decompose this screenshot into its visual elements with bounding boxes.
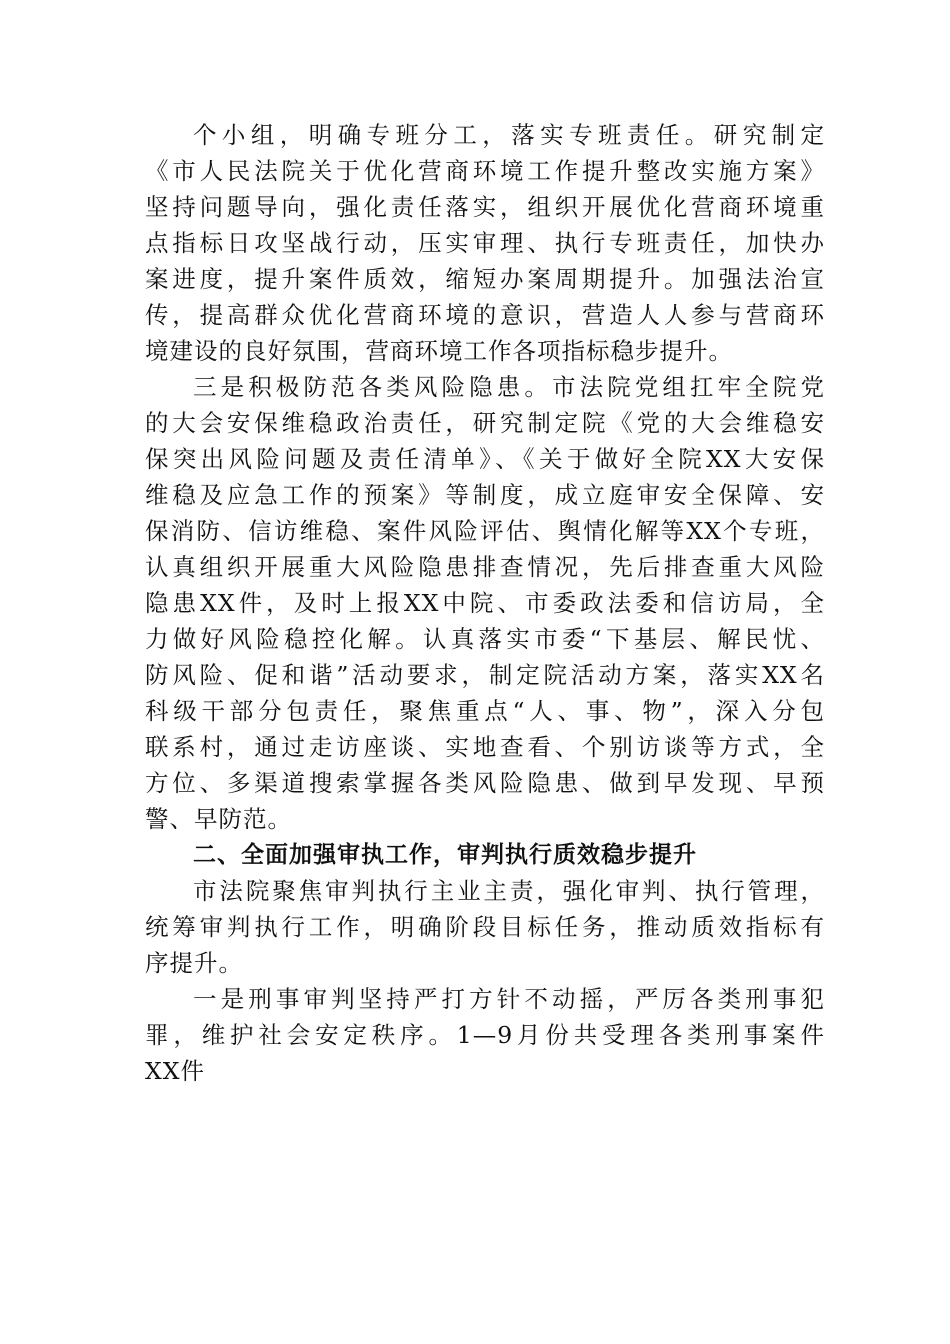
body-line: 力做好风险稳控化解。认真落实市委“下基层、解民忧、: [145, 625, 825, 653]
body-line: 罪，维护社会安定秩序。1—9月份共受理各类刑事案件: [145, 1021, 825, 1049]
body-line: 坚持问题导向，强化责任落实，组织开展优化营商环境重: [145, 193, 825, 221]
body-line: 序提升。: [145, 949, 243, 977]
body-line: 维稳及应急工作的预案》等制度，成立庭审安全保障、安: [145, 481, 825, 509]
section-heading: 二、全面加强审执工作，审判执行质效稳步提升: [193, 842, 697, 868]
body-line: 一是刑事审判坚持严打方针不动摇，严厉各类刑事犯: [193, 985, 825, 1013]
document-body: [145, 117, 825, 1089]
body-line: 防风险、促和谐”活动要求，制定院活动方案，落实XX名: [145, 661, 825, 689]
body-line: 境建设的良好氛围，营商环境工作各项指标稳步提升。: [145, 337, 733, 365]
body-line: 联系村，通过走访座谈、实地查看、个别访谈等方式，全: [145, 733, 825, 761]
body-line: 隐患XX件，及时上报XX中院、市委政法委和信访局，全: [145, 589, 825, 617]
body-line: 警、早防范。: [145, 805, 292, 833]
body-line: XX件: [145, 1057, 205, 1085]
body-line: 市法院聚焦审判执行主业主责，强化审判、执行管理，: [193, 877, 825, 905]
body-line: 个小组，明确专班分工，落实专班责任。研究制定: [193, 121, 825, 149]
body-line: 保突出风险问题及责任清单》、《关于做好全院XX大安保: [145, 445, 825, 473]
body-line: 认真组织开展重大风险隐患排查情况，先后排查重大风险: [145, 553, 825, 581]
body-line: 点指标日攻坚战行动，压实审理、执行专班责任，加快办: [145, 229, 825, 257]
body-line: 科级干部分包责任，聚焦重点“人、事、物”，深入分包: [145, 697, 825, 725]
body-line: 的大会安保维稳政治责任，研究制定院《党的大会维稳安: [145, 409, 825, 437]
body-line: 《市人民法院关于优化营商环境工作提升整改实施方案》: [145, 157, 825, 185]
body-line: 方位、多渠道搜索掌握各类风险隐患、做到早发现、早预: [145, 769, 825, 797]
body-line: 案进度，提升案件质效，缩短办案周期提升。加强法治宣: [145, 265, 825, 293]
body-line: 统筹审判执行工作，明确阶段目标任务，推动质效指标有: [145, 913, 825, 941]
body-line: 保消防、信访维稳、案件风险评估、舆情化解等XX个专班，: [145, 517, 825, 545]
body-line: 三是积极防范各类风险隐患。市法院党组扛牢全院党: [193, 373, 825, 401]
body-line: 传，提高群众优化营商环境的意识，营造人人参与营商环: [145, 301, 825, 329]
